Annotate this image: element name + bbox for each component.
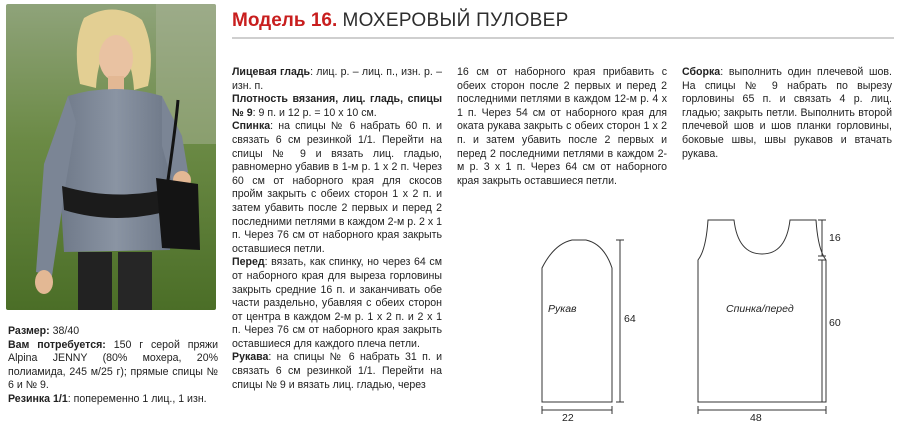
body-height-label: 60 (829, 317, 841, 329)
body-label: Спинка/перед (726, 303, 794, 315)
back-paragraph (232, 120, 442, 256)
sleeves-continued-paragraph: 16 см от наборного края прибавить с обеих сторон после 2 первых и перед 2 последними петлями в каждом 12-м р. 4 x 1 п. Через 54 см от наборного края для оката рукава закрыть с обеих сторон 1 x 2 п. и затем убавить после 2 первых и перед 2 последними петлями в каждом 2-м р. 3 x 1 п. Через 64 см от наборного края закрыть оставшиеся петли. (457, 66, 667, 187)
title-underline (232, 37, 894, 39)
sleeve-outline (542, 240, 612, 402)
back-text: : на спицы № 6 набрать 60 п. и связать 6 см резинкой 1/1. Перейти на спицы № 9 и вязать лиц. гладью, равномерно убавив в 1-м р. 1 x 2 п. Через 60 см от наборного края для скосов пройм закрыть с обеих сторон 1 x 2 п. и затем убавить после 2 первых и перед 2 последними петлями в каждом 2-м р. 2 x 1 п. Через 76 см от наборного края закрыть оставшиеся петли. (232, 120, 442, 255)
model-number: Модель 16. (232, 10, 338, 31)
stockinette-paragraph (232, 66, 442, 93)
model-photo (6, 4, 216, 310)
assembly-text: : выполнить один плечевой шов. На спицы № 9 набрать по вырезу горловины 65 п. и связать 4 р. лиц. гладью; закрыть петли. Выполнить второй плечевой шов и шов планки горловины, боковые швы, швы рукавов и втачать рукава. (682, 66, 892, 160)
sleeve-width-label: 22 (562, 412, 574, 424)
stockinette-text: : лиц. р. – лиц. п., изн. р. – изн. п. (232, 66, 443, 92)
size-label: Размер: (8, 325, 50, 337)
requirements-label: Вам потребуется: (8, 338, 106, 351)
front-text: : вязать, как спинку, но через 64 см от наборного края для выреза горловины закрыть средние 16 п. и заканчивать обе части раздельно, убавляя с обеих сторон от центра в каждом 2-м р. 1 x 2 п. и 2 x 1 п. Через 76 см от наборного края закрыть оставшиеся для каждого плеча петли. (232, 256, 442, 350)
rib-label: Резинка 1/1 (8, 392, 68, 405)
neck-depth-label: 16 (829, 232, 841, 244)
requirements-text: 150 г серой пряжи Alpina JENNY (80% мохера, 20% полиамида, 245 м/25 г); прямые спицы № 6 и № 9. (8, 338, 218, 392)
materials-block (8, 325, 218, 407)
sleeve-height-label: 64 (624, 313, 636, 325)
instructions-column-1 (232, 66, 442, 392)
requirements-paragraph (8, 339, 218, 393)
front-paragraph (232, 256, 442, 351)
sleeves-label: Рукава (232, 351, 269, 364)
pattern-schematics (520, 210, 860, 440)
instructions-column-3 (682, 66, 892, 161)
page-title (232, 6, 892, 36)
rib-text: : попеременно 1 лиц., 1 изн. (67, 392, 207, 405)
rib-paragraph (8, 393, 218, 407)
sleeves-paragraph (232, 351, 442, 392)
assembly-label: Сборка (682, 66, 721, 78)
density-text: : 9 п. и 12 р. = 10 x 10 см. (252, 106, 377, 119)
sleeve-label: Рукав (548, 303, 577, 315)
body-width-label: 48 (750, 412, 762, 424)
size-paragraph (8, 325, 218, 339)
density-label: Плотность вязания, лиц. гладь, спицы № 9 (232, 93, 442, 119)
assembly-paragraph (682, 66, 892, 161)
density-paragraph (232, 93, 442, 120)
instructions-column-2 (457, 66, 667, 188)
stockinette-label: Лицевая гладь (232, 66, 311, 78)
front-label: Перед (232, 256, 265, 269)
size-text: 38/40 (49, 325, 80, 337)
model-name: МОХЕРОВЫЙ ПУЛОВЕР (342, 10, 569, 31)
sleeves-text: : на спицы № 6 набрать 31 п. и связать 6 см резинкой 1/1. Перейти на спицы № 9 и вязать лиц. гладью, через (232, 351, 442, 391)
back-label: Спинка (232, 120, 271, 133)
